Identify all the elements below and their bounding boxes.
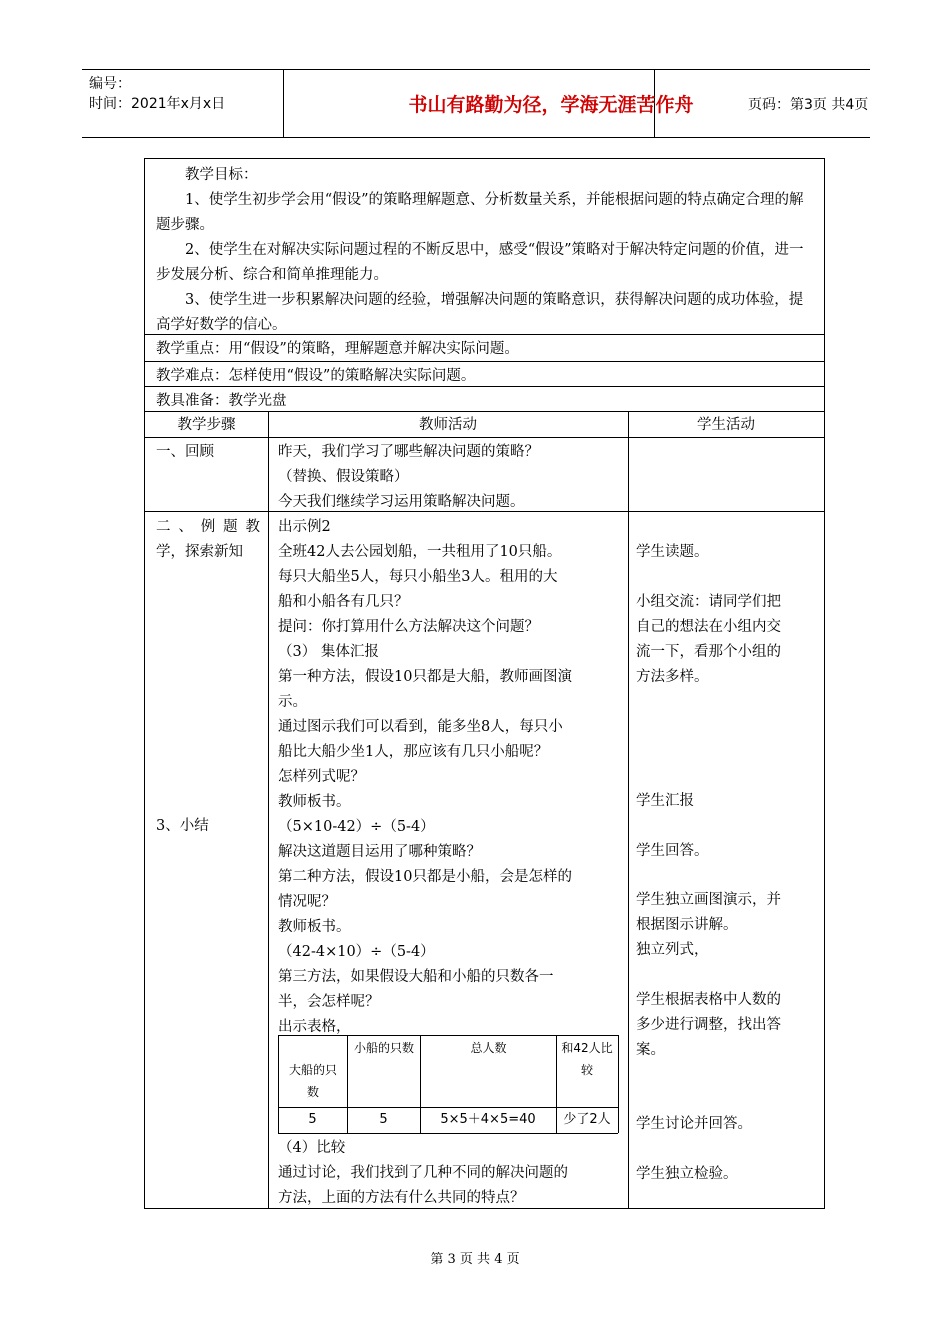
number-label: 编号：: [89, 76, 131, 92]
teacher-line: 第二种方法，假设10只都是小船，会是怎样的: [278, 869, 572, 885]
inner-border: [278, 1035, 618, 1036]
page-number-label: 页码：第3页 共4页: [748, 97, 869, 113]
teaching-goals: [156, 163, 816, 338]
inner-border: [618, 1035, 619, 1133]
teacher-line: （4）比较: [278, 1140, 346, 1156]
teacher-line: 情况呢？: [278, 894, 336, 910]
header-meta: [89, 74, 225, 114]
teacher-line: 出示例2: [278, 519, 331, 535]
col-divider: [628, 411, 629, 1209]
row-divider: [145, 334, 824, 335]
teacher-line: 第三方法，如果假设大船和小船的只数各一: [278, 969, 554, 985]
student-adjust: [636, 988, 781, 1063]
teacher-line: 提问：你打算用什么方法解决这个问题？: [278, 619, 539, 635]
goal-1: 1、使学生初步学会用“假设”的策略理解题意、分析数量关系，并能根据问题的特点确定合理的解题步骤。: [156, 192, 804, 233]
header-small-boats: 小船的只数: [353, 1041, 414, 1055]
header-divider: [283, 70, 284, 137]
teacher-line: 通过图示我们可以看到，能多坐8人，每只小: [278, 719, 563, 735]
row-divider: [145, 511, 824, 512]
student-line: 独立列式，: [636, 942, 709, 958]
student-report: 学生汇报: [636, 793, 694, 809]
student-answer: 学生回答。: [636, 843, 709, 859]
student-draw: [636, 888, 781, 963]
student-line: 流一下，看那个小组的: [636, 644, 781, 660]
student-line: 学生根据表格中人数的: [636, 992, 781, 1008]
row-divider: [145, 437, 824, 438]
header-total: 总人数: [470, 1041, 507, 1055]
student-line: 学生独立画图演示，并: [636, 892, 781, 908]
student-group: [636, 590, 781, 690]
lesson-plan-table: [144, 158, 825, 1209]
step-example-l2: 学，探索新知: [156, 544, 243, 560]
student-line: 案。: [636, 1042, 665, 1058]
teacher-line: 通过讨论，我们找到了几种不同的解决问题的: [278, 1165, 568, 1181]
inner-border: [278, 1133, 618, 1134]
teacher-line: （42-4×10）÷（5-4）: [278, 944, 435, 960]
student-line: 小组交流：请同学们把: [636, 594, 781, 610]
teacher-line: 第一种方法，假设10只都是大船，教师画图演: [278, 669, 572, 685]
page-header: [82, 69, 870, 138]
col-header-steps: 教学步骤: [177, 417, 236, 433]
header-motto: 书山有路勤为径，学海无涯苦作舟: [408, 94, 694, 116]
cell-total: 5×5＋4×5=40: [440, 1112, 536, 1127]
row-divider: [145, 386, 824, 387]
example-teacher: [278, 515, 572, 1040]
student-read: 学生读题。: [636, 544, 709, 560]
page-footer: 第 3 页 共 4 页: [430, 1252, 520, 1267]
review-teacher: [278, 440, 539, 515]
review-line: 今天我们继续学习运用策略解决问题。: [278, 494, 525, 510]
teacher-line: 怎样列式呢？: [278, 769, 365, 785]
col-header-student: 学生活动: [697, 417, 755, 433]
col-divider: [268, 411, 269, 1209]
step-summary: 3、小结: [156, 818, 209, 834]
teacher-line: 教师板书。: [278, 919, 351, 935]
teacher-line: 出示表格，: [278, 1019, 351, 1035]
teacher-line: 每只大船坐5人，每只小船坐3人。租用的大: [278, 569, 558, 585]
review-line: 昨天，我们学习了哪些解决问题的策略？: [278, 444, 539, 460]
step-example-l1: 二、例题教: [156, 519, 260, 535]
student-line: 自己的想法在小组内交: [636, 619, 781, 635]
goal-3: 3、使学生进一步积累解决问题的经验，增强解决问题的策略意识，获得解决问题的成功体验，提高学好数学的信心。: [156, 292, 804, 333]
student-discuss: 学生讨论并回答。: [636, 1116, 752, 1132]
teacher-line: 方法，上面的方法有什么共同的特点？: [278, 1190, 525, 1206]
example-teacher-after: [278, 1136, 568, 1211]
time-label: 时间：2021年x月x日: [89, 96, 226, 112]
inner-border: [278, 1107, 618, 1108]
difficulty: 教学难点：怎样使用“假设”的策略解决实际问题。: [156, 368, 476, 384]
header-compare: 和42人比较: [561, 1041, 613, 1077]
cell-small-boats: 5: [379, 1112, 388, 1127]
teacher-line: 船比大船少坐1人，那应该有几只小船呢？: [278, 744, 549, 760]
teacher-line: 解决这道题目运用了哪种策略？: [278, 844, 481, 860]
teacher-line: 船和小船各有几只？: [278, 594, 409, 610]
key-point: 教学重点：用“假设”的策略，理解题意并解决实际问题。: [156, 341, 519, 357]
student-verify: 学生独立检验。: [636, 1166, 738, 1182]
student-line: 多少进行调整，找出答: [636, 1017, 781, 1033]
teacher-line: 半，会怎样呢？: [278, 994, 380, 1010]
teacher-line: 全班42人去公园划船，一共租用了10只船。: [278, 544, 562, 560]
student-line: 方法多样。: [636, 669, 709, 685]
goal-2: 2、使学生在对解决实际问题过程的不断反思中，感受“假设”策略对于解决特定问题的价值，进一步发展分析、综合和简单推理能力。: [156, 242, 804, 283]
teacher-line: （3） 集体汇报: [278, 644, 379, 660]
row-divider: [145, 411, 824, 412]
cell-compare: 少了2人: [563, 1112, 611, 1127]
teacher-line: 教师板书。: [278, 794, 351, 810]
comparison-table: [278, 1035, 618, 1135]
tools: 教具准备：教学光盘: [156, 393, 287, 409]
header-big-boats: 大船的只数: [288, 1063, 337, 1099]
cell-big-boats: 5: [308, 1112, 317, 1127]
teacher-line: （5×10-42）÷（5-4）: [278, 819, 435, 835]
review-line: （替换、假设策略）: [278, 469, 409, 485]
student-line: 根据图示讲解。: [636, 917, 738, 933]
teacher-line: 示。: [278, 694, 307, 710]
col-header-teacher: 教师活动: [419, 417, 477, 433]
row-divider: [145, 361, 824, 362]
goals-title: 教学目标：: [185, 167, 258, 183]
step-review: 一、回顾: [156, 444, 214, 460]
